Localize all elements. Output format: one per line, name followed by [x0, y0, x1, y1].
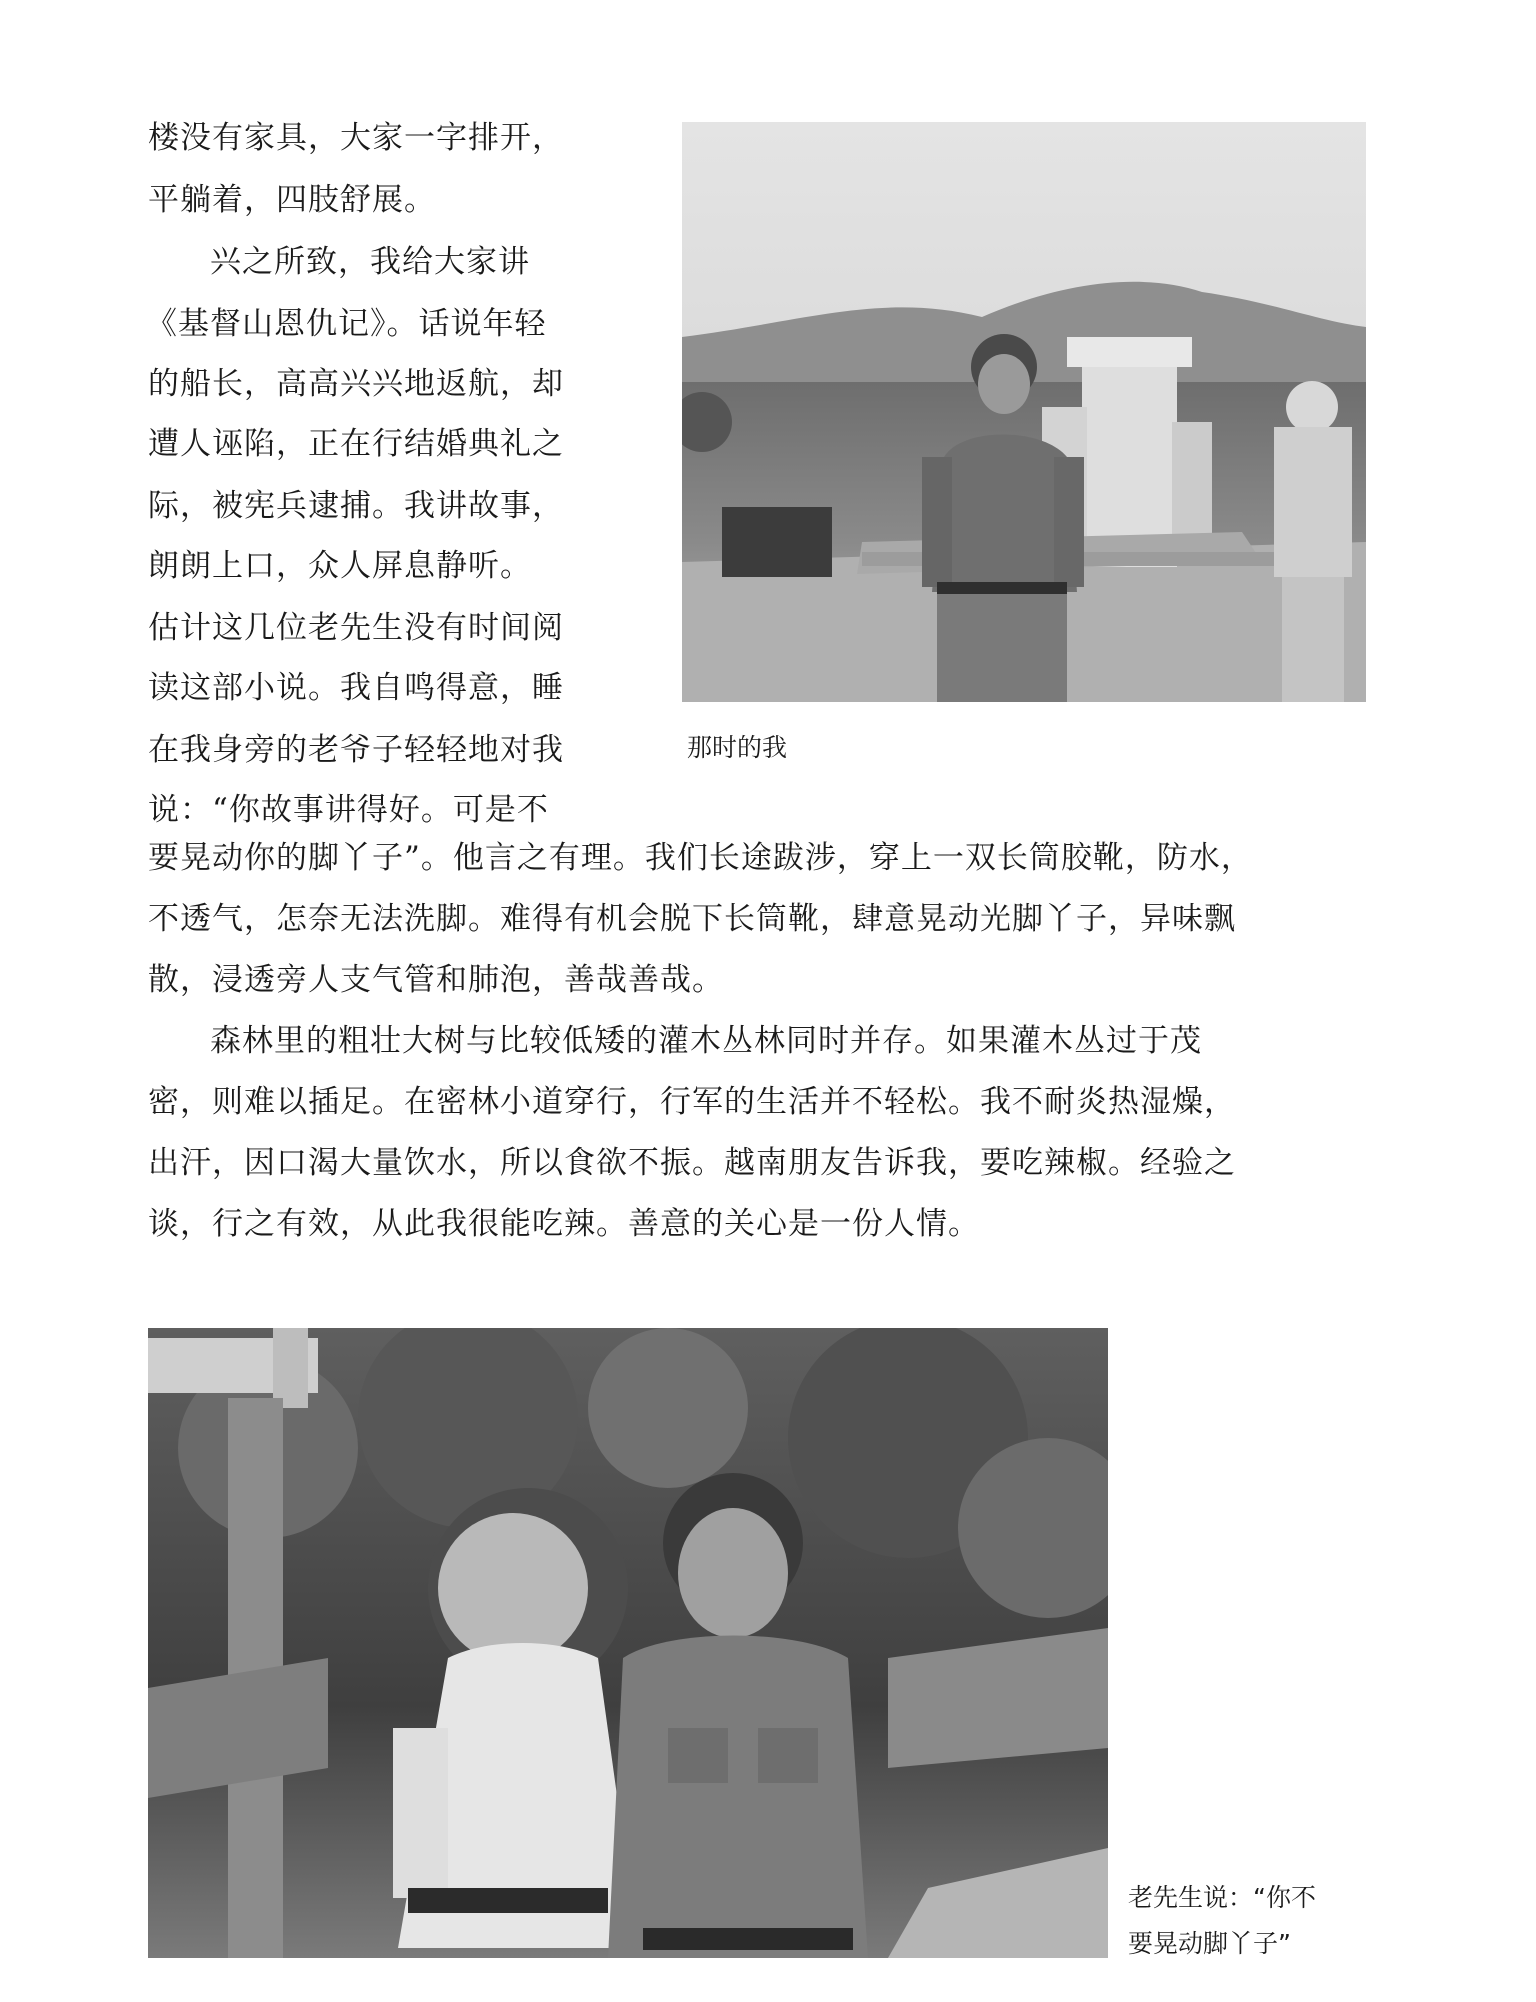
text-line: 《基督山恩仇记》。话说年轻 — [146, 306, 547, 342]
photo-caption: 那时的我 — [687, 733, 788, 762]
text-line: 谈，行之有效，从此我很能吃辣。善意的关心是一份人情。 — [148, 1206, 980, 1242]
text-line: 楼没有家具，大家一字排开， — [148, 120, 564, 156]
text-line: 估计这几位老先生没有时间阅 — [148, 610, 564, 646]
text-line: 际，被宪兵逮捕。我讲故事， — [148, 488, 564, 524]
text-line: 兴之所致，我给大家讲 — [210, 244, 530, 280]
text-line: 出汗，因口渴大量饮水，所以食欲不振。越南朋友告诉我，要吃辣椒。经验之 — [148, 1145, 1236, 1181]
photo-young-man — [682, 122, 1366, 702]
text-line: 朗朗上口，众人屏息静听。 — [148, 548, 532, 584]
photo-caption: 老先生说：“你不 — [1128, 1883, 1316, 1912]
photo-two-men — [148, 1328, 1108, 1958]
text-line: 平躺着，四肢舒展。 — [148, 182, 436, 218]
text-line: 遭人诬陷，正在行结婚典礼之 — [148, 426, 564, 462]
text-line: 密，则难以插足。在密林小道穿行，行军的生活并不轻松。我不耐炎热湿燥， — [148, 1084, 1236, 1120]
text-line: 的船长，高高兴兴地返航，却 — [148, 366, 564, 402]
text-line: 在我身旁的老爷子轻轻地对我 — [148, 732, 564, 768]
text-line: 不透气，怎奈无法洗脚。难得有机会脱下长筒靴，肆意晃动光脚丫子，异味飘 — [148, 901, 1236, 937]
text-line: 说：“你故事讲得好。可是不 — [148, 792, 549, 828]
text-line: 读这部小说。我自鸣得意，睡 — [148, 670, 564, 706]
text-line: 要晃动你的脚丫子”。他言之有理。我们长途跋涉，穿上一双长筒胶靴，防水， — [148, 840, 1253, 876]
text-line: 散，浸透旁人支气管和肺泡，善哉善哉。 — [148, 962, 724, 998]
photo-two-men-image — [148, 1328, 1108, 1958]
text-line: 森林里的粗壮大树与比较低矮的灌木丛林同时并存。如果灌木丛过于茂 — [210, 1023, 1202, 1059]
photo-young-man-image — [682, 122, 1366, 702]
photo-caption: 要晃动脚丫子” — [1128, 1929, 1291, 1958]
